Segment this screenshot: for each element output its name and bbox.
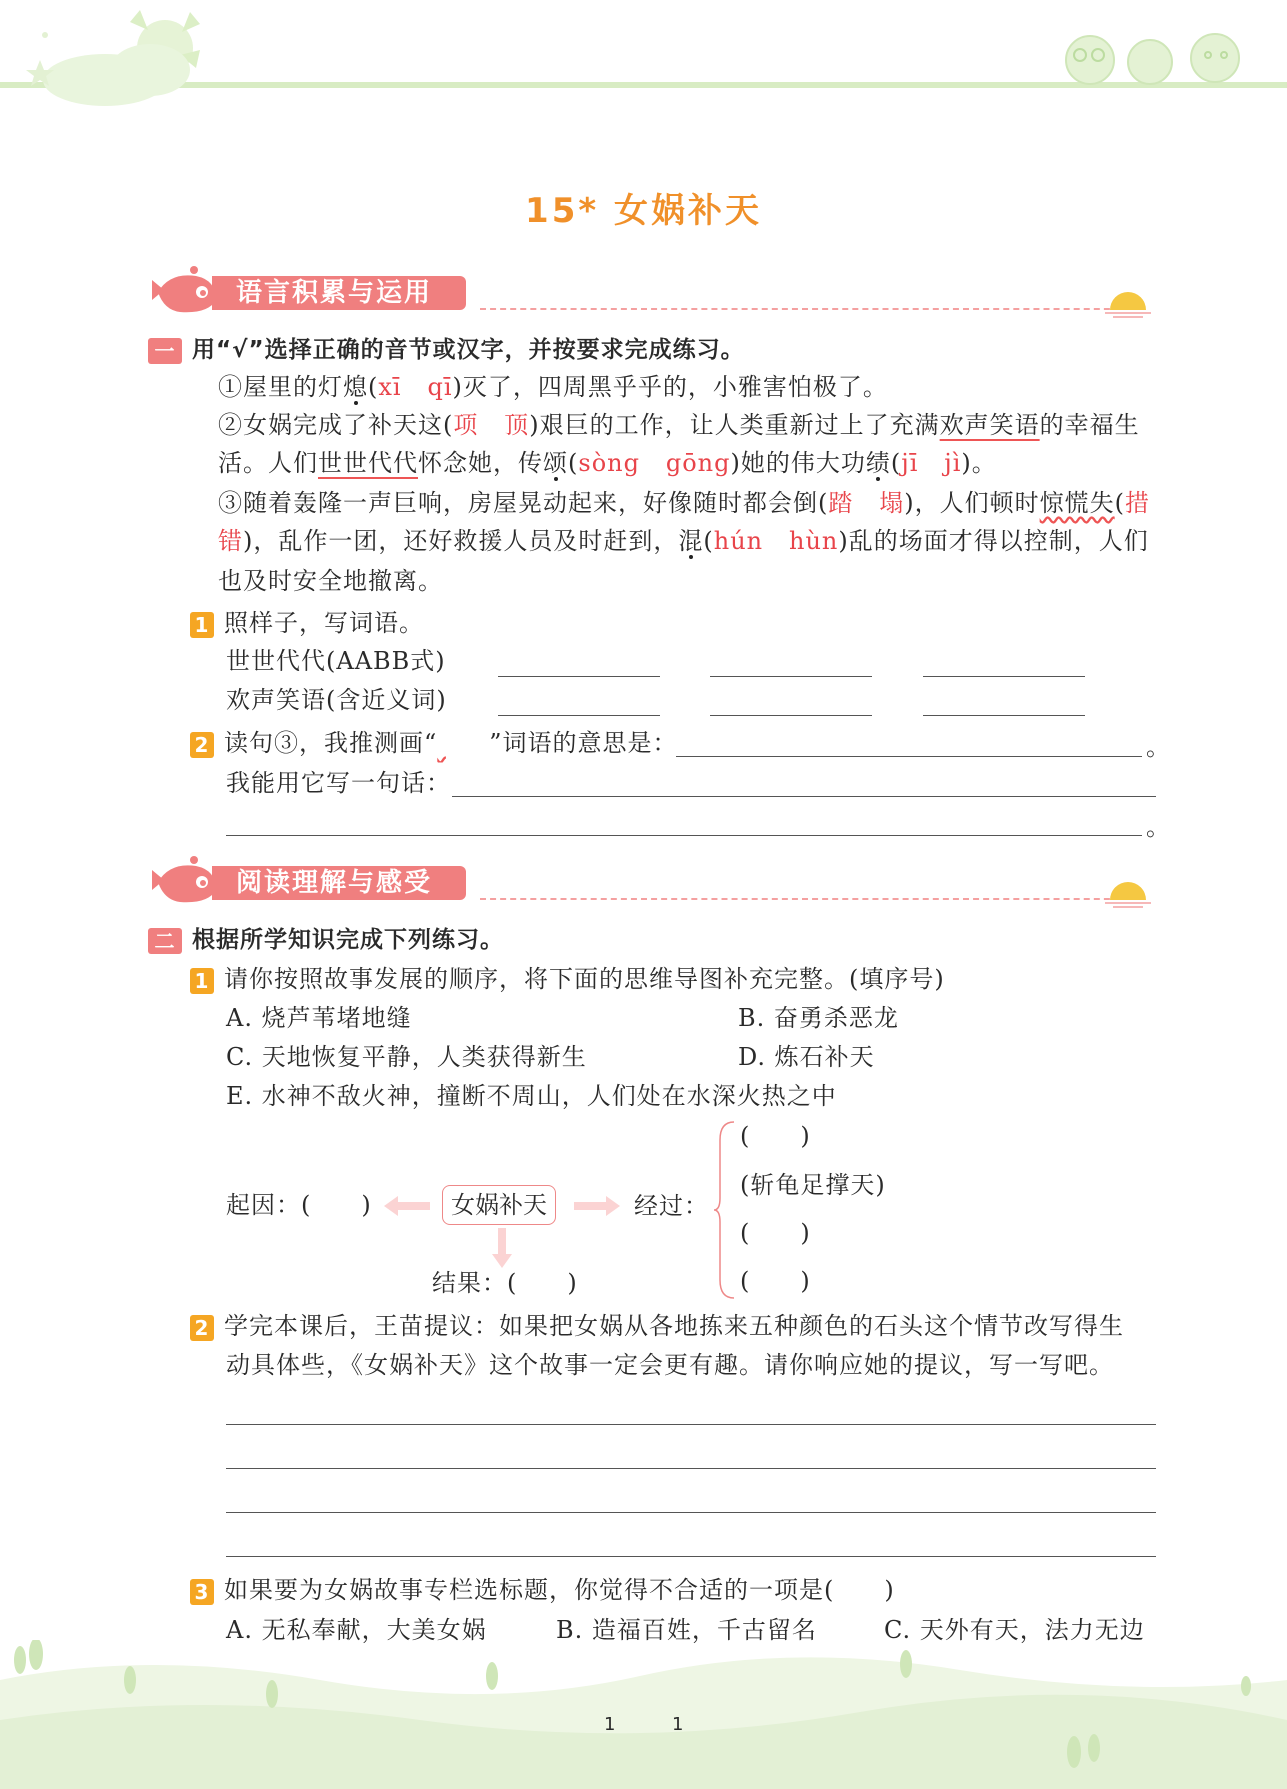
writing-line[interactable]	[226, 1512, 1156, 1513]
subquestion-2: 2 读句③，我推测画“ ”词语的意思是：	[190, 724, 678, 762]
subquestion-2: 2 学完本课后，王苗提议：如果把女娲从各地拣来五种颜色的石头这个情节改写得生	[190, 1307, 1124, 1345]
mindmap-center: 女娲补天	[442, 1185, 556, 1225]
mindmap-process-label: 经过：	[634, 1192, 709, 1220]
option-a: A. 烧芦苇堵地缝	[226, 1004, 412, 1032]
hills-decoration-icon	[0, 1640, 1287, 1789]
question-1-heading	[148, 330, 745, 369]
arrow-left-icon	[384, 1194, 430, 1218]
page-number-right: 1	[672, 1714, 685, 1735]
subquestion-1: 1 请你按照故事发展的顺序，将下面的思维导图补充完整。(填序号)	[190, 960, 945, 998]
brace-icon	[712, 1120, 736, 1300]
choice-option[interactable]: 错	[218, 527, 243, 555]
choice-option[interactable]: hùn	[789, 527, 839, 555]
choice-option[interactable]: jī	[901, 449, 919, 477]
option-c[interactable]: C. 天外有天，法力无边	[884, 1616, 1145, 1644]
choice-option[interactable]: hún	[713, 527, 764, 555]
passage-line-6: 也及时安全地撤离。	[218, 567, 443, 595]
subquestion-2-line-2: 动具体些，《女娲补天》这个故事一定会更有趣。请你响应她的提议，写一写吧。	[226, 1351, 1114, 1379]
sentence-prompt: 我能用它写一句话：	[226, 769, 451, 797]
arrow-right-icon	[574, 1194, 620, 1218]
section-title: 阅读理解与感受	[212, 866, 466, 900]
question-text: 根据所学知识完成下列练习。	[192, 927, 504, 953]
choice-option[interactable]: 塌	[879, 489, 905, 517]
choice-option[interactable]: gōng	[665, 449, 731, 477]
writing-line[interactable]	[226, 1556, 1156, 1557]
question-number: 二	[148, 928, 182, 954]
option-b[interactable]: B. 造福百姓，千古留名	[556, 1616, 817, 1644]
mindmap-step-3[interactable]: ( )	[740, 1219, 811, 1247]
arrow-down-icon	[490, 1228, 514, 1268]
answer-blank[interactable]	[498, 715, 660, 716]
choice-option[interactable]: qī	[427, 373, 453, 401]
choice-option[interactable]: 顶	[504, 411, 530, 439]
choice-option[interactable]: 措	[1125, 489, 1151, 517]
divider	[480, 898, 1130, 900]
wavy-blank	[437, 724, 489, 762]
answer-blank[interactable]	[710, 715, 872, 716]
option-e: E. 水神不敌火神，撞断不周山，人们处在水深火热之中	[226, 1082, 837, 1110]
choice-option[interactable]: 项	[453, 411, 479, 439]
option-c: C. 天地恢复平静，人类获得新生	[226, 1043, 587, 1071]
subquestion-3: 3 如果要为女娲故事专栏选标题，你觉得不合适的一项是( )	[190, 1571, 895, 1609]
writing-line[interactable]	[226, 1468, 1156, 1469]
answer-line[interactable]	[226, 835, 1142, 836]
section-banner-1	[150, 272, 1160, 318]
choice-option[interactable]: jì	[944, 449, 962, 477]
passage-line-5: 错)，乱作一团，还好救援人员及时赶到，混(hún hùn)乱的场面才得以控制，人们	[218, 527, 1149, 555]
header-decoration	[0, 0, 1287, 110]
question-2-heading	[148, 920, 504, 959]
passage-line-1: ①屋里的灯熄(xī qī)灭了，四周黑乎乎的，小雅害怕极了。	[218, 373, 888, 401]
whale-icon	[150, 262, 220, 318]
choice-option[interactable]: sòng	[578, 449, 640, 477]
subquestion-1: 1 照样子，写词语。	[190, 604, 424, 642]
sunset-icon	[1105, 284, 1151, 318]
answer-blank[interactable]	[923, 676, 1085, 677]
answer-blank[interactable]	[923, 715, 1085, 716]
mindmap-step-2: (斩龟足撑天)	[740, 1171, 886, 1199]
whale-icon	[150, 852, 220, 908]
divider	[480, 308, 1130, 310]
answer-blank[interactable]	[710, 676, 872, 677]
example-word-1: 世世代代(AABB式)	[226, 647, 446, 675]
answer-line[interactable]	[676, 756, 1142, 757]
choice-option[interactable]: xī	[378, 373, 402, 401]
page-title: 15* 女娲补天	[525, 191, 762, 231]
section-banner-2	[150, 862, 1160, 908]
choice-option[interactable]: 踏	[828, 489, 854, 517]
passage-line-4: ③随着轰隆一声巨响，房屋晃动起来，好像随时都会倒(踏 塌)，人们顿时惊慌失(措	[218, 489, 1151, 517]
option-d: D. 炼石补天	[738, 1043, 875, 1071]
answer-line[interactable]	[452, 796, 1156, 797]
question-number: 一	[148, 338, 182, 364]
cloud-sun-decoration-icon	[0, 0, 1287, 110]
mindmap-cause[interactable]: 起因：( )	[226, 1191, 372, 1219]
mindmap-step-1[interactable]: ( )	[740, 1122, 811, 1150]
page-number-left: 1	[604, 1714, 617, 1735]
mindmap-step-4[interactable]: ( )	[740, 1267, 811, 1295]
question-text: 用“√”选择正确的音节或汉字，并按要求完成练习。	[192, 337, 745, 363]
answer-blank[interactable]	[498, 676, 660, 677]
mindmap-result[interactable]: 结果：( )	[432, 1269, 578, 1297]
writing-line[interactable]	[226, 1424, 1156, 1425]
example-word-2: 欢声笑语(含近义词)	[226, 686, 447, 714]
passage-line-3: 活。人们世世代代怀念她，传颂(sòng gōng)她的伟大功绩(jī jì)。	[218, 449, 997, 477]
passage-line-2: ②女娲完成了补天这(项 顶)艰巨的工作，让人类重新过上了充满欢声笑语的幸福生	[218, 411, 1140, 439]
option-a[interactable]: A. 无私奉献，大美女娲	[226, 1616, 487, 1644]
option-b: B. 奋勇杀恶龙	[738, 1004, 899, 1032]
section-title: 语言积累与运用	[212, 276, 466, 310]
sunset-icon	[1105, 874, 1151, 908]
